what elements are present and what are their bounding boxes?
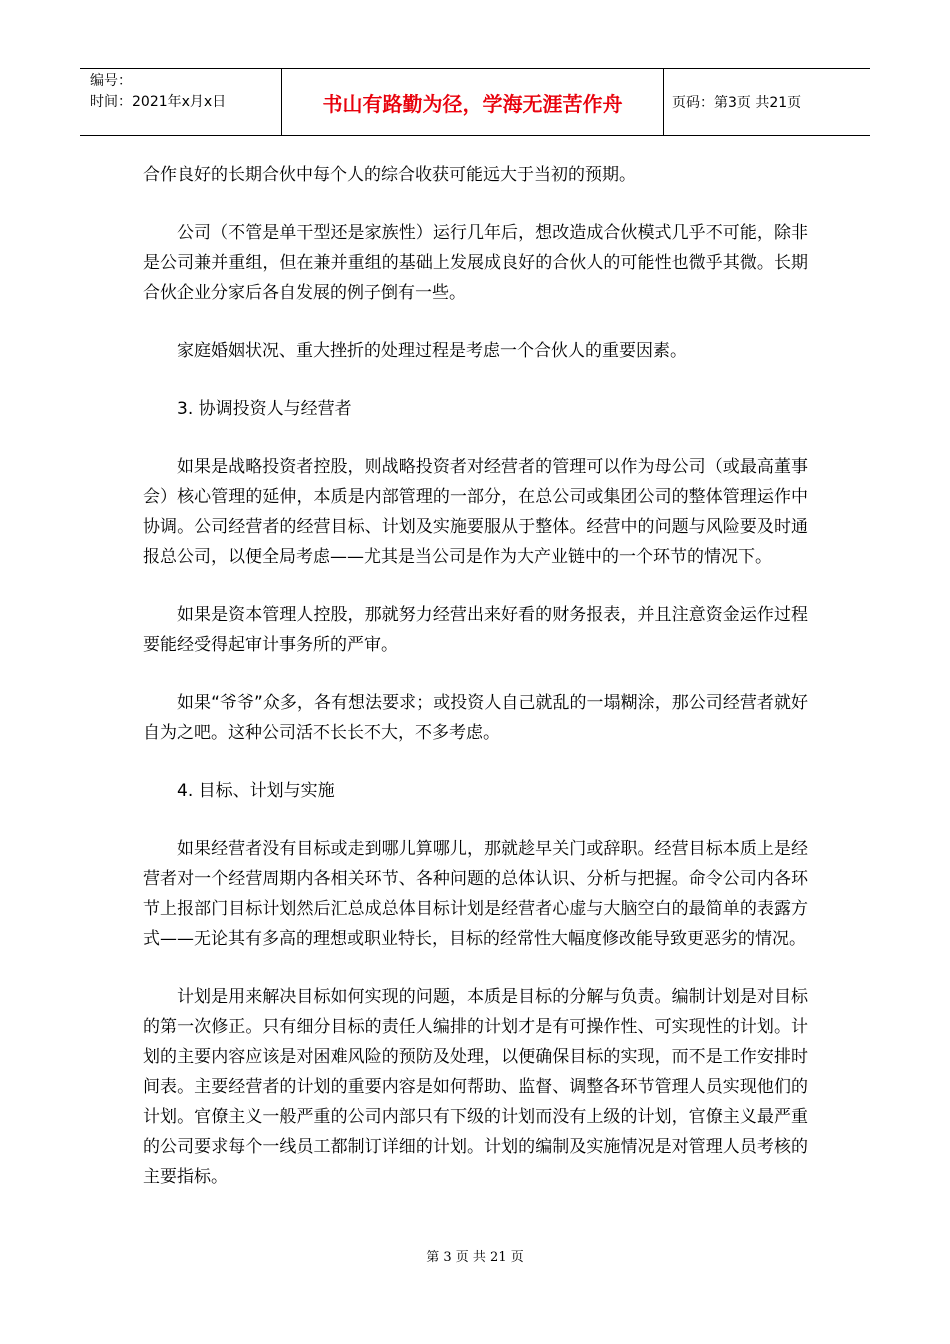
paragraph: 合作良好的长期合伙中每个人的综合收获可能远大于当初的预期。 [143, 165, 636, 185]
section-heading: 3. 协调投资人与经营者 [177, 399, 352, 419]
header-meta [80, 69, 282, 135]
paragraph: 如果经营者没有目标或走到哪儿算哪儿，那就趁早关门或辞职。经营目标本质上是经营者对一个经营周期内各相关环节、各种问题的总体认识、分析与把握。命令公司内各环节上报部门目标计划然后汇总成总体目标计划是经营者心虚与大脑空白的最简单的表露方式——无论其有多高的理想或职业特长，目标的经常性大幅度修改能导致更恶劣的情况。 [143, 839, 808, 949]
paragraph: 公司（不管是单干型还是家族性）运行几年后，想改造成合伙模式几乎不可能，除非是公司兼并重组，但在兼并重组的基础上发展成良好的合伙人的可能性也微乎其微。长期合伙企业分家后各自发展的例子倒有一些。 [143, 223, 808, 303]
section-heading: 4. 目标、计划与实施 [177, 781, 335, 801]
paragraph: 如果“爷爷”众多，各有想法要求；或投资人自己就乱的一塌糊涂，那公司经营者就好自为之吧。这种公司活不长长不大，不多考虑。 [143, 693, 808, 743]
header-page-number: 页码：第3页 共21页 [672, 95, 802, 111]
paragraph: 如果是战略投资者控股，则战略投资者对经营者的管理可以作为母公司（或最高董事会）核心管理的延伸，本质是内部管理的一部分，在总公司或集团公司的整体管理运作中协调。公司经营者的经营目标、计划及实施要服从于整体。经营中的问题与风险要及时通报总公司，以便全局考虑——尤其是当公司是作为大产业链中的一个环节的情况下。 [143, 457, 808, 567]
paragraph: 家庭婚姻状况、重大挫折的处理过程是考虑一个合伙人的重要因素。 [177, 341, 687, 361]
document-number-label: 编号： [90, 73, 132, 89]
paragraph: 如果是资本管理人控股，那就努力经营出来好看的财务报表，并且注意资金运作过程要能经受得起审计事务所的严审。 [143, 605, 808, 655]
page-footer: 第 3 页 共 21 页 [426, 1250, 524, 1265]
document-body [143, 160, 808, 1220]
paragraph: 计划是用来解决目标如何实现的问题，本质是目标的分解与负责。编制计划是对目标的第一次修正。只有细分目标的责任人编排的计划才是有可操作性、可实现性的计划。计划的主要内容应该是对困难风险的预防及处理，以便确保目标的实现，而不是工作安排时间表。主要经营者的计划的重要内容是如何帮助、监督、调整各环节管理人员实现他们的计划。官僚主义一般严重的公司内部只有下级的计划而没有上级的计划，官僚主义最严重的公司要求每个一线员工都制订详细的计划。计划的编制及实施情况是对管理人员考核的主要指标。 [143, 987, 808, 1187]
header-motto: 书山有路勤为径，学海无涯苦作舟 [282, 69, 664, 135]
page-header [80, 68, 870, 136]
document-date-label: 时间：2021年x月x日 [90, 94, 227, 110]
